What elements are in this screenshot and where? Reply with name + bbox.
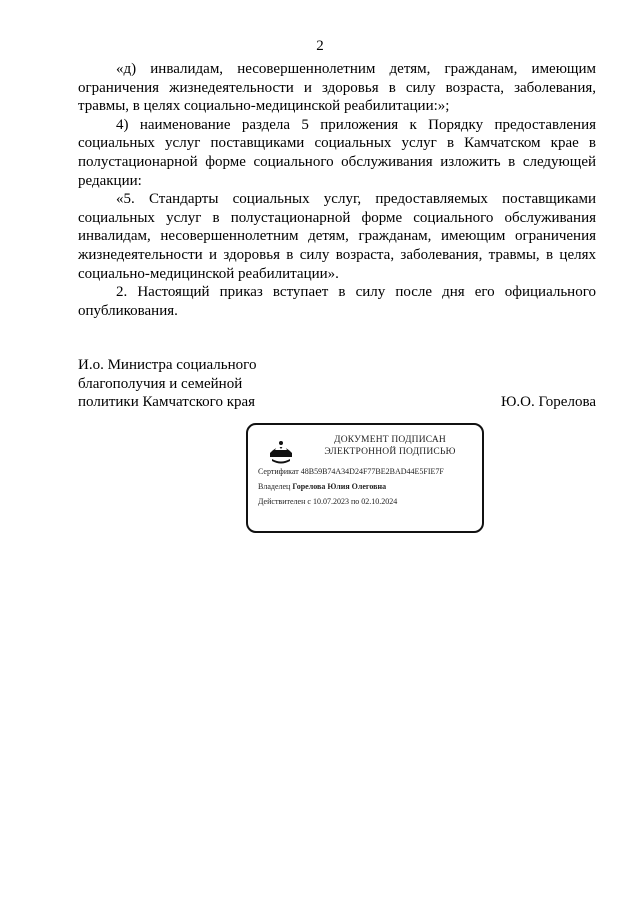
signature-block [78, 356, 596, 412]
signer-title-line: И.о. Министра социального [78, 357, 257, 373]
document-body [78, 60, 596, 320]
page-number: 2 [316, 38, 324, 54]
electronic-signature-stamp [246, 423, 484, 533]
stamp-validity-row [258, 497, 397, 506]
owner-label: Владелец [258, 482, 291, 491]
coat-of-arms-icon [266, 437, 296, 467]
certificate-label: Сертификат [258, 467, 299, 476]
valid-label: Действителен [258, 497, 306, 506]
valid-to-label: по [350, 497, 360, 506]
signer-name: Ю.О. Горелова [500, 394, 596, 410]
signer-title [78, 356, 338, 412]
stamp-heading [298, 434, 482, 458]
valid-from-label: с [307, 497, 311, 506]
paragraph-1: «д) инвалидам, несовершеннолетним детям, гражданам, имеющим ограничения жизнедеятельности и здоровья в силу возраста, заболевания, травмы, в целях социально-медицинской реабилитации:»; [78, 61, 596, 115]
signer-title-line: благополучия и семейной [78, 375, 243, 392]
stamp-heading-line: ДОКУМЕНТ ПОДПИСАН [334, 435, 446, 445]
paragraph-4: 2. Настоящий приказ вступает в силу после дня его официального опубликования. [78, 284, 596, 319]
certificate-value: 48B59B74A34D24F77BE2BAD44E5FIE7F [300, 467, 444, 476]
owner-value: Горелова Юлия Олеговна [292, 482, 387, 491]
paragraph-3: «5. Стандарты социальных услуг, предоставляемых поставщиками социальных услуг в полустационарной форме социального обслуживания инвалидам, несовершеннолетним детям, гражданам, имеющим ограничения жизнедеятельности и здоровья в силу возраста, заболевания, травмы, в целях социально-медицинской реабилитации». [78, 191, 596, 282]
stamp-heading-line: ЭЛЕКТРОННОЙ ПОДПИСЬЮ [324, 447, 456, 457]
stamp-owner-row [258, 482, 386, 491]
valid-from: 10.07.2023 [312, 497, 349, 506]
stamp-certificate-row [258, 467, 444, 476]
valid-to: 02.10.2024 [361, 497, 398, 506]
signer-title-line: политики Камчатского края [78, 394, 256, 410]
paragraph-2: 4) наименование раздела 5 приложения к Порядку предоставления социальных услуг поставщиками социальных услуг в Камчатском крае в полустационарной форме социального обслуживания изложить в следующей редакции: [78, 116, 596, 189]
